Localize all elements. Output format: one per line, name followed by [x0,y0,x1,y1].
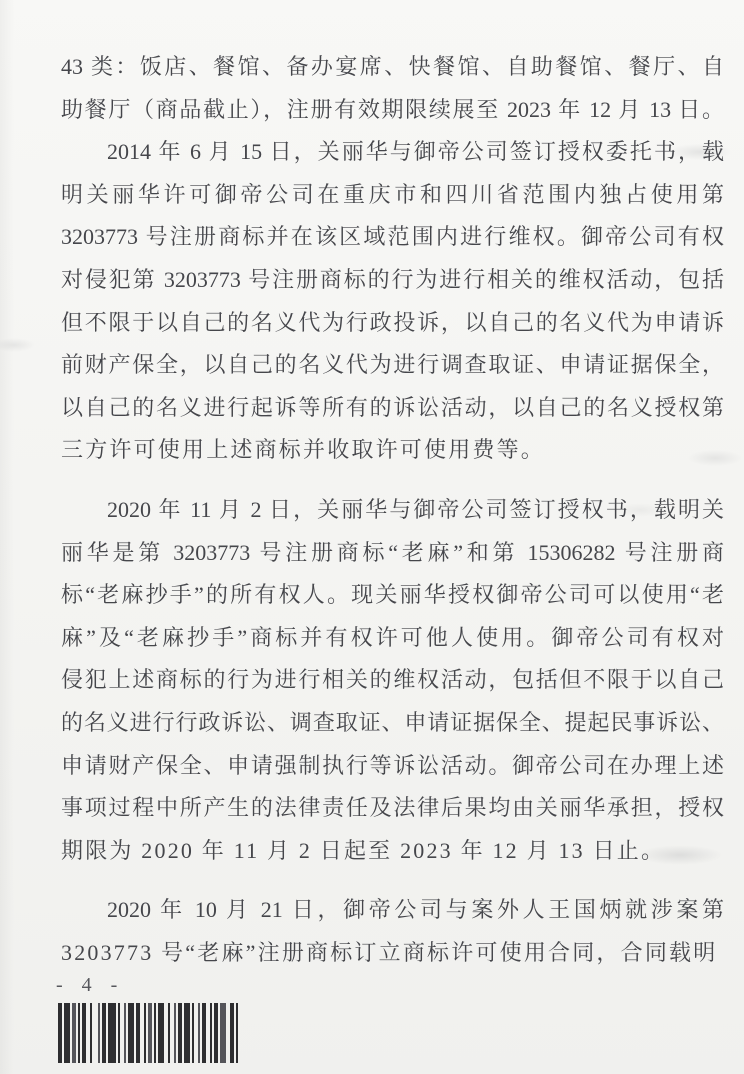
barcode [58,1003,242,1063]
text-line: 期限为 2020 年 11 月 2 日起至 2023 年 12 月 13 日止。 [61,837,666,863]
barcode-bar [230,1003,234,1063]
barcode-bar [58,1003,62,1063]
barcode-bar [82,1003,86,1063]
barcode-bar [202,1003,206,1063]
text-line: 前财产保全，以自己的名义代为进行调查取证、申请证据保全， [61,352,724,378]
barcode-bar [168,1003,170,1063]
page-number: - 4 - [56,974,125,996]
barcode-bar [64,1003,70,1063]
barcode-bar [136,1003,140,1063]
text-line: 3203773 号“老麻”注册商标订立商标许可使用合同，合同载明 [61,939,718,965]
text-line: 助餐厅（商品截止），注册有效期限续展至 2023 年 12 月 13 日。 [61,96,724,122]
barcode-bar [220,1003,226,1063]
barcode-bar [154,1003,156,1063]
text-line: 对侵犯第 3203773 号注册商标的行为进行相关的维权活动，包括 [61,266,724,292]
text-line: 标“老麻抄手”的所有权人。现关丽华授权御帝公司可以使用“老 [61,582,724,608]
barcode-bar [158,1003,164,1063]
barcode-bar [174,1003,176,1063]
barcode-bar [98,1003,100,1063]
barcode-bar [198,1003,200,1063]
text-line: 侵犯上述商标的行为进行相关的维权活动，包括但不限于以自己 [61,667,724,693]
text-line: 43 类：饭店、餐馆、备办宴席、快餐馆、自助餐馆、餐厅、自 [61,54,724,79]
text-line: 麻”及“老麻抄手”商标并有权许可他人使用。御帝公司有权对 [61,624,724,650]
text-line: 2020 年 11 月 2 日，关丽华与御帝公司签订授权书，载明关 [107,496,724,522]
barcode-bar [124,1003,126,1063]
text-line: 3203773 号注册商标并在该区域范围内进行维权。御帝公司有权 [61,224,724,250]
barcode-bar [90,1003,92,1063]
barcode-bar [102,1003,106,1063]
barcode-bar [72,1003,76,1063]
text-line: 但不限于以自己的名义代为行政投诉，以自己的名义代为申请诉 [61,309,724,335]
barcode-bar [144,1003,146,1063]
text-line: 的名义进行行政诉讼、调查取证、申请证据保全、提起民事诉讼、 [61,709,724,735]
text-line: 三方许可使用上述商标并收取许可使用费等。 [61,437,546,463]
text-line: 2014 年 6 月 15 日，关丽华与御帝公司签订授权委托书，载 [107,139,724,165]
text-line: 事项过程中所产生的法律责任及法律后果均由关丽华承担，授权 [61,795,724,821]
barcode-bar [128,1003,134,1063]
barcode-bar [214,1003,218,1063]
text-line: 明关丽华许可御帝公司在重庆市和四川省范围内独占使用第 [61,181,724,207]
text-line: 申请财产保全、申请强制执行等诉讼活动。御帝公司在办理上述 [61,752,724,778]
barcode-bar [78,1003,80,1063]
text-line: 丽华是第 3203773 号注册商标“老麻”和第 15306282 号注册商 [61,539,724,565]
barcode-bar [148,1003,152,1063]
barcode-bar [210,1003,212,1063]
document-body [61,46,724,974]
barcode-bar [236,1003,238,1063]
barcode-bar [108,1003,116,1063]
barcode-bar [192,1003,194,1063]
barcode-bar [118,1003,120,1063]
text-line: 以自己的名义进行起诉等所有的诉讼活动，以自己的名义授权第 [61,394,724,420]
text-line: 2020 年 10 月 21 日，御帝公司与案外人王国炳就涉案第 [107,897,724,923]
barcode-bar [178,1003,182,1063]
barcode-bar [184,1003,190,1063]
